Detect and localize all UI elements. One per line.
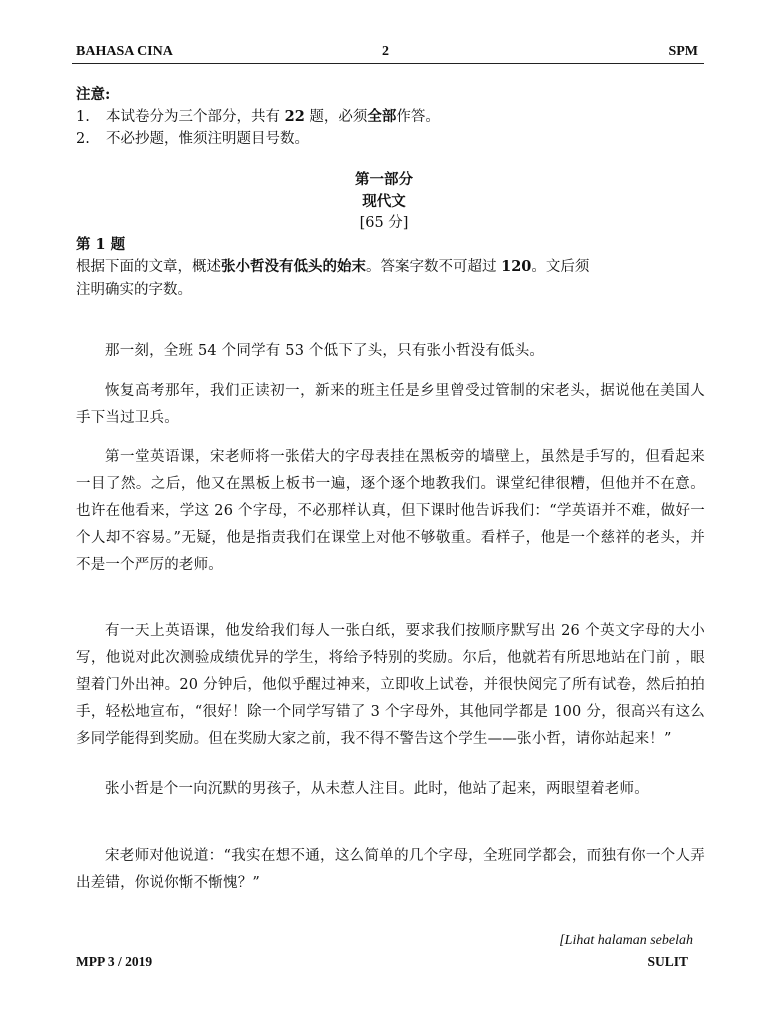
notice-item-1: 本试卷分为三个部分，共有 22 题，必须全部作答。: [106, 108, 440, 125]
header-rule: [72, 63, 704, 64]
passage-paragraph-3: 第一堂英语课，宋老师将一张偌大的字母表挂在黑板旁的墙壁上，虽然是手写的，但看起来一目了然。之后，他又在黑板上板书一遍，逐个逐个地教我们。课堂纪律很糟，但他并不在意。也许在他看来，学这 26 个字母，不必那样认真，但下课时他告诉我们：“学英语并不难，做好一个人却不容易。”无疑，他是指责我们在课堂上对他不够敬重。看样子，他是一个慈祥的老头，并不是一个严厉的老师。: [76, 449, 705, 573]
passage-paragraph-6: 宋老师对他说道：“我实在想不通，这么简单的几个字母，全班同学都会，而独有你一个人弄出差错，你说你惭不惭愧？”: [76, 848, 705, 891]
subject-label: BAHASA CINA: [76, 44, 173, 59]
question-instruction: 根据下面的文章，概述张小哲没有低头的始末。答案字数不可超过 120。文后须: [76, 258, 590, 275]
section-subtitle: 现代文: [362, 193, 406, 210]
passage-paragraph-4: 有一天上英语课，他发给我们每人一张白纸，要求我们按顺序默写出 26 个英文字母的大小写，他说对此次测验成绩优异的学生，将给予特别的奖励。尔后，他就若有所思地站在门前 ，眼望着门外出神。20 分钟后，他似乎醒过神来，立即收上试卷，并很快阅完了所有试卷，然后拍拍手，轻松地宣布，“很好！除一个同学写错了 3 个字母外，其他同学都是 100 分，很高兴有这么多同学能得到奖励。但在奖励大家之前，我不得不警告这个学生——张小哲，请你站起来！”: [76, 623, 705, 747]
section-title: 第一部分: [355, 171, 413, 188]
notice-item-2-number: 2.: [76, 131, 90, 147]
passage-paragraph-1: 那一刻，全班 54 个同学有 53 个低下了头，只有张小哲没有低头。: [105, 343, 545, 359]
notice-title: 注意:: [76, 86, 111, 103]
notice-item-2: 不必抄题，惟须注明题目号数。: [106, 131, 309, 147]
security-label: SULIT: [647, 954, 688, 969]
question-label: 第 1 题: [76, 236, 126, 253]
turn-page-note: [Lihat halaman sebelah: [559, 933, 693, 948]
passage-paragraph-5: 张小哲是个一向沉默的男孩子，从未惹人注目。此时，他站了起来，两眼望着老师。: [105, 781, 649, 797]
notice-item-1-number: 1.: [76, 109, 90, 125]
section-marks: [65 分]: [359, 215, 409, 231]
exam-label: SPM: [668, 44, 698, 59]
page-number: 2: [382, 44, 389, 59]
question-instruction-cont: 注明确实的字数。: [76, 282, 192, 298]
page-header: [76, 44, 704, 64]
paper-code: MPP 3 / 2019: [76, 954, 153, 969]
passage-paragraph-2: 恢复高考那年，我们正读初一，新来的班主任是乡里曾受过管制的宋老头，据说他在美国人手下当过卫兵。: [76, 383, 705, 426]
